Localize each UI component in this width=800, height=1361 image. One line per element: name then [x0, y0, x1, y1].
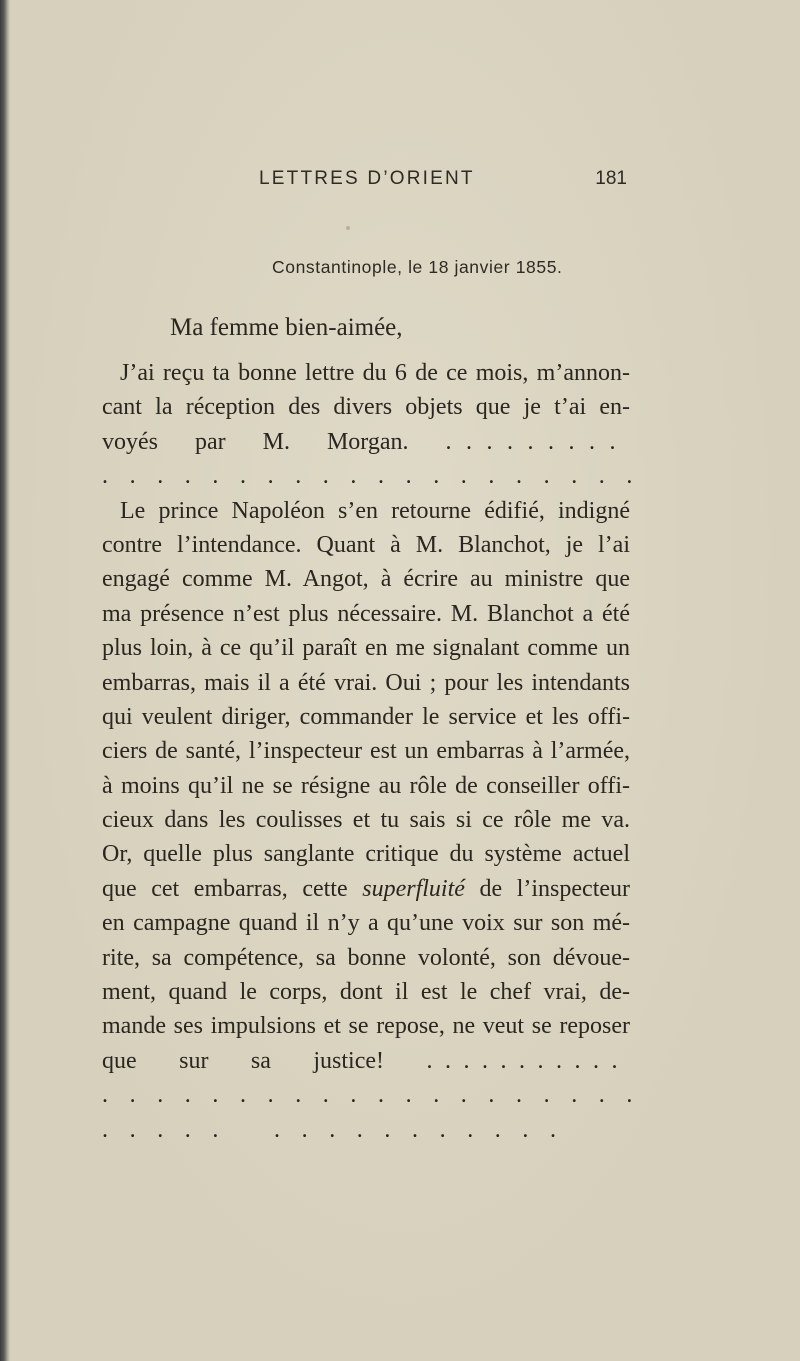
ellipsis-leader: .........: [445, 428, 630, 455]
text-line: ma présence n’est plus nécessaire. M. Blanchot a été: [102, 600, 630, 627]
text-line: ciers de santé, l’inspecteur est un embarras à l’armée,: [102, 738, 630, 765]
text-line: en campagne quand il n’y a qu’une voix sur son mé-: [102, 910, 630, 937]
binding-edge: [0, 0, 10, 1361]
text-line: Le prince Napoléon s’en retourne édifié, indigné: [120, 497, 630, 524]
letter-body: [102, 356, 654, 1147]
ellipsis-row: [102, 459, 654, 493]
ellipsis-row-with-gap: [102, 1113, 630, 1147]
text-fragment: voyés par M. Morgan.: [102, 428, 409, 455]
text-line: cant la réception des divers objets que je t’ai en-: [102, 394, 630, 421]
text-line: embarras, mais il a été vrai. Oui ; pour les intendants: [102, 669, 630, 696]
text-line: mande ses impulsions et se repose, ne veut se reposer: [102, 1013, 630, 1040]
emphasized-word: superfluité: [362, 875, 465, 902]
running-title: LETTRES D’ORIENT: [259, 168, 475, 189]
text-line: cieux dans les coulisses et tu sais si ce rôle me va.: [102, 807, 630, 834]
text-line: ment, quand le corps, dont il est le chef vrai, de-: [102, 979, 630, 1006]
page-number: 181: [595, 168, 627, 189]
ellipsis-dots: ....................: [102, 1082, 654, 1109]
letter-salutation: Ma femme bien-aimée,: [170, 314, 403, 341]
ellipsis-dots: ...........: [274, 1116, 578, 1143]
text-line: engagé comme M. Angot, à écrire au ministre que: [102, 566, 630, 593]
text-line: J’ai reçu ta bonne lettre du 6 de ce mois, m’annon-: [120, 360, 630, 386]
text-line: qui veulent diriger, commander le service et les offi-: [102, 703, 630, 730]
text-line: rite, sa compétence, sa bonne volonté, son dévoue-: [102, 944, 630, 971]
ellipsis-dots: ....................: [102, 463, 654, 490]
paper-speck: [346, 226, 350, 230]
text-fragment: que cet embarras, cette: [102, 875, 348, 902]
text-line: plus loin, à ce qu’il paraît en me signalant comme un: [102, 635, 630, 662]
ellipsis-dots: .....: [102, 1116, 240, 1143]
letter-dateline: Constantinople, le 18 janvier 1855.: [272, 257, 563, 277]
text-line-with-leader: [102, 425, 630, 459]
running-head: [100, 168, 630, 194]
text-fragment: que sur sa justice!: [102, 1047, 385, 1074]
text-line-with-emphasis: [102, 872, 630, 906]
text-line-with-leader: [102, 1044, 630, 1078]
text-line: à moins qu’il ne se résigne au rôle de conseiller offi-: [102, 772, 630, 799]
ellipsis-leader: ...........: [426, 1047, 630, 1074]
text-fragment: de l’inspecteur: [479, 875, 630, 902]
text-line: contre l’intendance. Quant à M. Blanchot, je l’ai: [102, 531, 630, 558]
ellipsis-row: [102, 1078, 654, 1112]
text-line: Or, quelle plus sanglante critique du système actuel: [102, 841, 630, 868]
